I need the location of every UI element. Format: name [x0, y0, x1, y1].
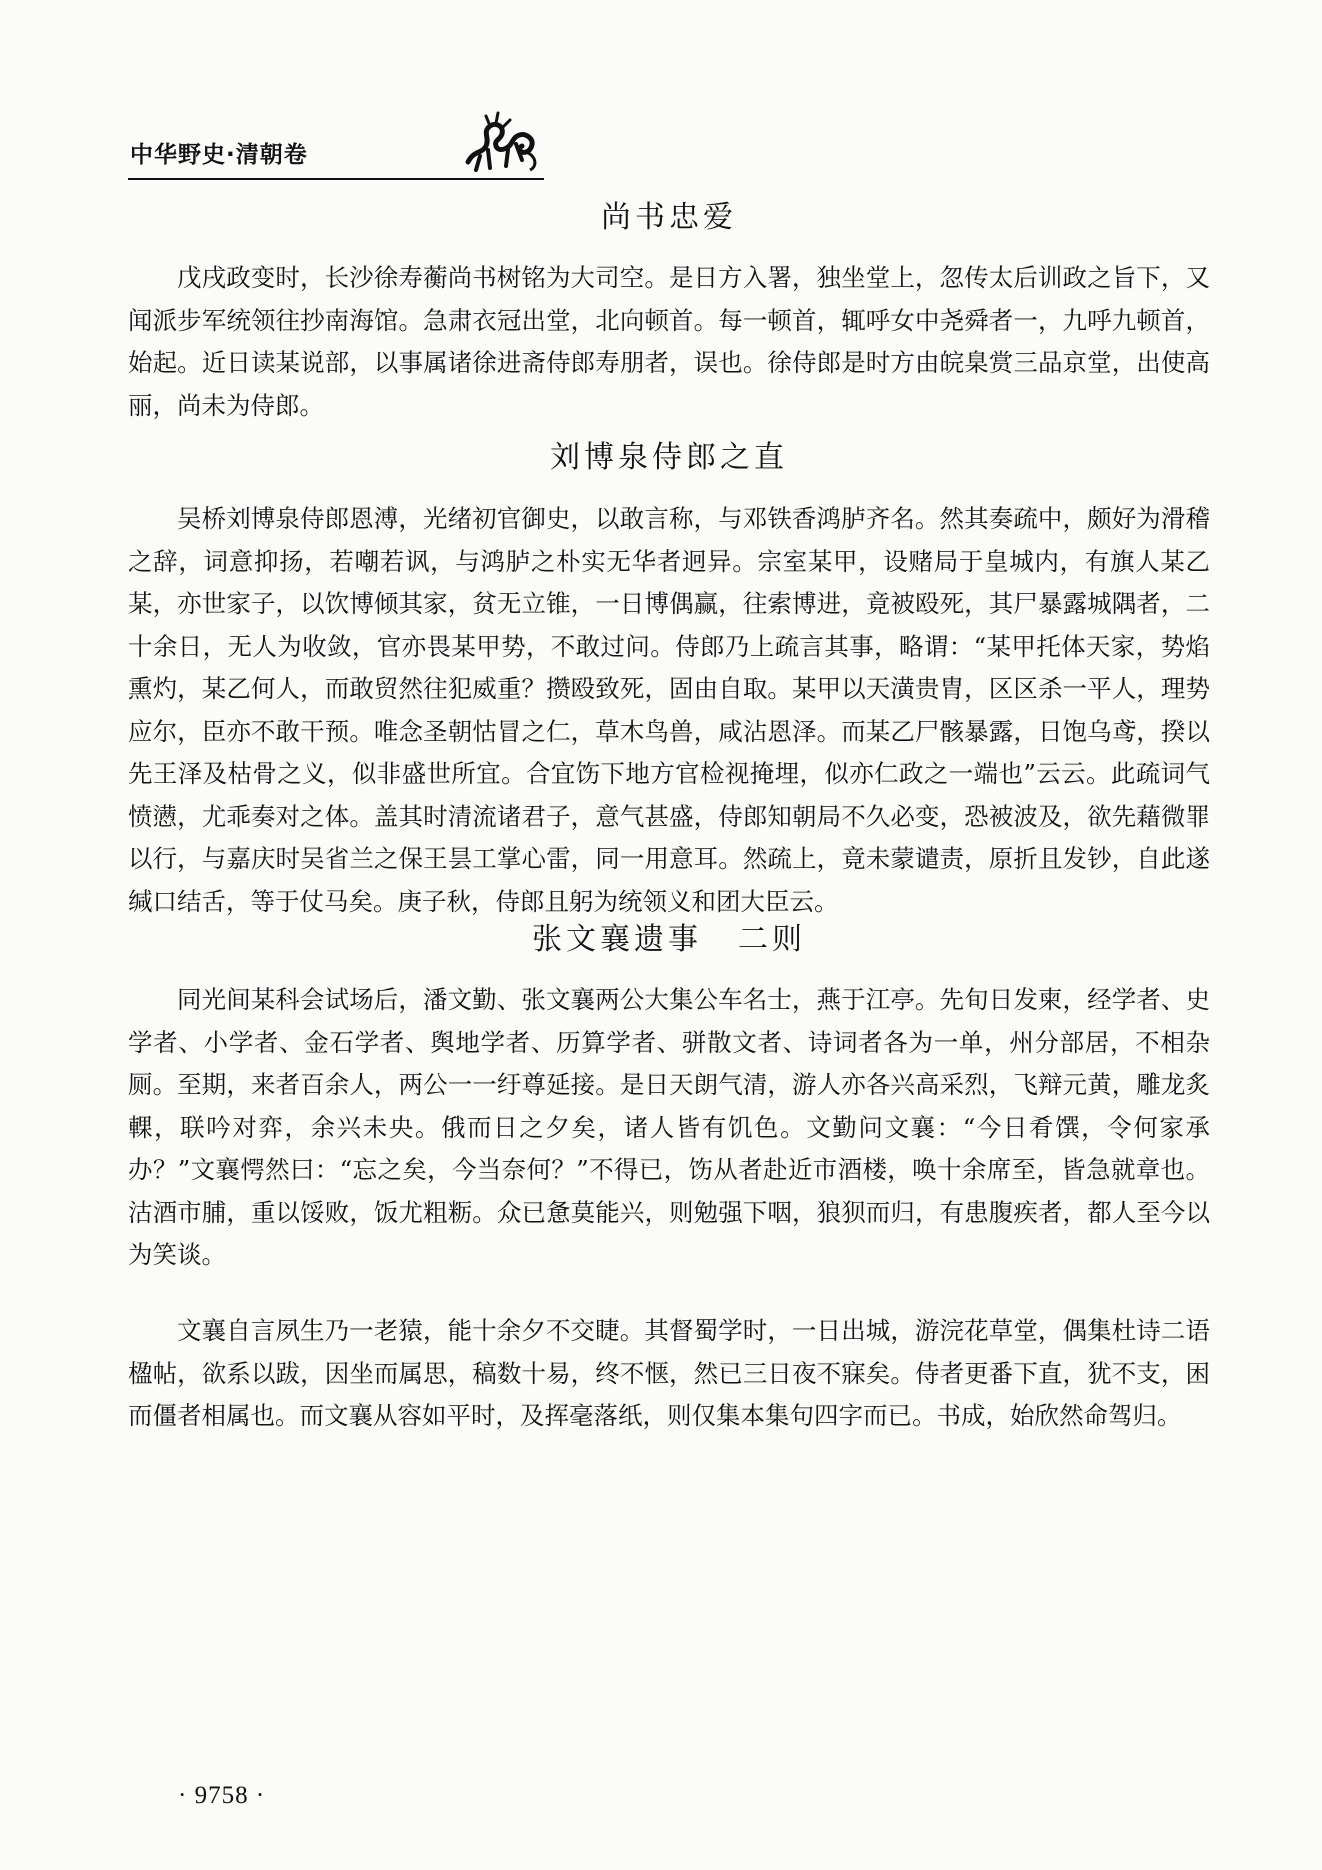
page-number: · 9758 ·: [178, 1782, 266, 1809]
section-title-2: 刘博泉侍郎之直: [550, 440, 788, 475]
section-title-3-subtitle: 二则: [738, 922, 806, 957]
section-3-paragraph-2: 文襄自言夙生乃一老猿，能十余夕不交睫。其督蜀学时，一日出城，游浣花草堂，偶集杜诗二语楹帖，欲系以跋，因坐而属思，稿数十易，终不惬，然已三日夜不寐矣。侍者更番下直，犹不支，困而僵者相属也。而文襄从容如平时，及挥毫落纸，则仅集本集句四字而已。书成，始欣然命驾归。: [128, 1316, 1210, 1430]
section-2-paragraph-1: 吴桥刘博泉侍郎恩溥，光绪初官御史，以敢言称，与邓铁香鸿胪齐名。然其奏疏中，颇好为滑稽之辞，词意抑扬，若嘲若讽，与鸿胪之朴实无华者迥异。宗室某甲，设赌局于皇城内，有旗人某乙某，亦世家子，以饮博倾其家，贫无立锥，一日博偶赢，往索博进，竟被殴死，其尸暴露城隅者，二十余日，无人为收敛，官亦畏某甲势，不敢过问。侍郎乃上疏言其事，略谓：“某甲托体天家，势焰熏灼，某乙何人，而敢贸然往犯威重？攒殴致死，固由自取。某甲以天潢贵胄，区区杀一平人，理势应尔，臣亦不敢干预。唯念圣朝怙冒之仁，草木鸟兽，咸沾恩泽。而某乙尸骸暴露，日饱乌鸢，揆以先王泽及枯骨之义，似非盛世所宜。合宜饬下地方官检视掩埋，似亦仁政之一端也”云云。此疏词气愤懑，尤乖奏对之体。盖其时清流诸君子，意气甚盛，侍郎知朝局不久必变，恐被波及，欲先藉微罪以行，与嘉庆时吴省兰之保王昙工掌心雷，同一用意耳。然疏上，竟未蒙谴责，原折且发钞，自此遂缄口结舌，等于仗马矣。庚子秋，侍郎且躬为统领义和团大臣云。: [128, 504, 1210, 916]
section-title-3: [128, 914, 1210, 958]
section-1-paragraph-1: 戊戌政变时，长沙徐寿蘅尚书树铭为大司空。是日方入署，独坐堂上，忽传太后训政之旨下，又闻派步军统领往抄南海馆。急肃衣冠出堂，北向顿首。每一顿首，辄呼女中尧舜者一，九呼九顿首，始起。近日读某说部，以事属诸徐进斋侍郎寿朋者，误也。徐侍郎是时方由皖臬赏三品京堂，出使高丽，尚未为侍郎。: [128, 263, 1210, 420]
dragon-ornament-icon: [460, 110, 542, 176]
section-3-paragraph-1: 同光间某科会试场后，潘文勤、张文襄两公大集公车名士，燕于江亭。先旬日发柬，经学者、史学者、小学者、金石学者、舆地学者、历算学者、骈散文者、诗词者各为一单，州分部居，不相杂厕。至期，来者百余人，两公一一纡尊延接。是日天朗气清，游人亦各兴高采烈，飞辩元黄，雕龙炙輠，联吟对弈，余兴未央。俄而日之夕矣，诸人皆有饥色。文勤问文襄：“今日肴馔，令何家承办？”文襄愕然曰：“忘之矣，今当奈何？”不得已，饬从者赴近市酒楼，唤十余席至，皆急就章也。沽酒市脯，重以馁败，饭尤粗粝。众已惫莫能兴，则勉强下咽，狼狈而归，有患腹疾者，都人至今以为笑谈。: [128, 985, 1210, 1269]
book-title: 中华野史·清朝卷: [130, 142, 308, 168]
section-title-1: 尚书忠爱: [601, 200, 737, 235]
section-title-3-main: 张文襄遗事: [532, 922, 702, 957]
